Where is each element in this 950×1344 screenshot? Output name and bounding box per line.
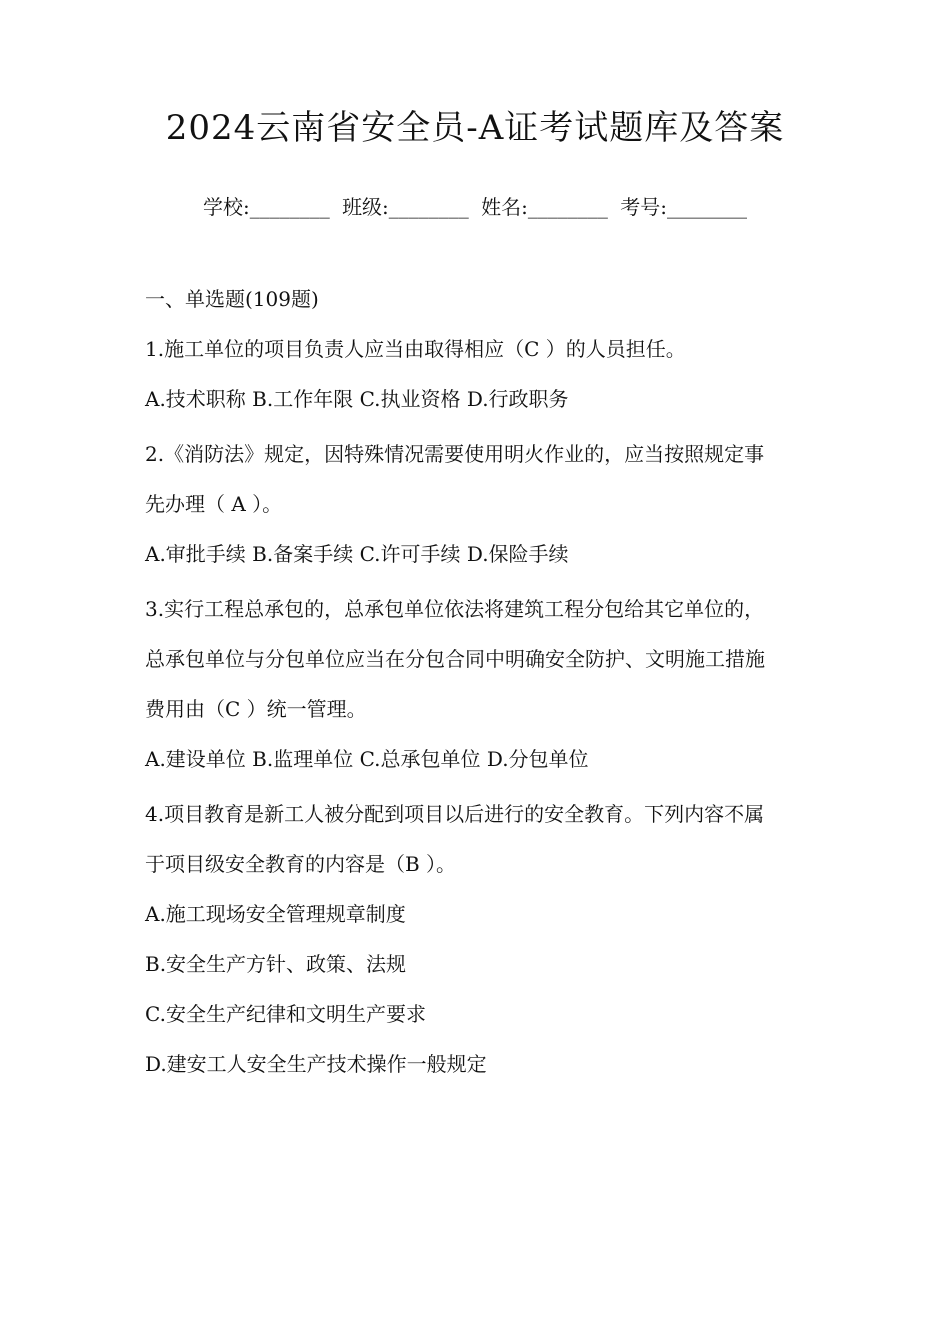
question-text: 于项目级安全教育的内容是（B ）。: [145, 852, 457, 876]
school-field: 学校:________: [202, 195, 330, 219]
question-options: A.技术职称 B.工作年限 C.执业资格 D.行政职务: [145, 387, 569, 411]
question-text: 1.施工单位的项目负责人应当由取得相应（C ）的人员担任。: [145, 337, 686, 361]
question-text: 3.实行工程总承包的，总承包单位依法将建筑工程分包给其它单位的，: [145, 597, 765, 621]
question-1: [145, 334, 815, 414]
question-options: A.建设单位 B.监理单位 C.总承包单位 D.分包单位: [145, 747, 589, 771]
question-text: 总承包单位与分包单位应当在分包合同中明确安全防护、文明施工措施: [145, 647, 765, 671]
section-title: 一、单选题(109题): [145, 287, 319, 311]
question-options: A.审批手续 B.备案手续 C.许可手续 D.保险手续: [145, 542, 569, 566]
name-field: 姓名:________: [481, 195, 608, 219]
question-text: 4.项目教育是新工人被分配到项目以后进行的安全教育。下列内容不属: [145, 802, 765, 826]
option-b: B.安全生产方针、政策、法规: [145, 952, 407, 976]
option-c: C.安全生产纪律和文明生产要求: [145, 1002, 426, 1026]
student-info-row: [0, 192, 950, 222]
option-a: A.施工现场安全管理规章制度: [145, 902, 406, 926]
exam-number-field: 考号:________: [620, 195, 748, 219]
option-d: D.建安工人安全生产技术操作一般规定: [145, 1052, 487, 1076]
question-text: 2.《消防法》规定，因特殊情况需要使用明火作业的，应当按照规定事: [145, 442, 765, 466]
page-title: 2024云南省安全员-A证考试题库及答案: [165, 108, 785, 148]
question-text: 费用由（C ）统一管理。: [145, 697, 367, 721]
question-text: 先办理（ A ）。: [145, 492, 283, 516]
question-4: [145, 799, 815, 1079]
question-2: [145, 439, 815, 569]
question-3: [145, 594, 815, 774]
question-list: [145, 284, 815, 1104]
class-field: 班级:________: [342, 195, 469, 219]
